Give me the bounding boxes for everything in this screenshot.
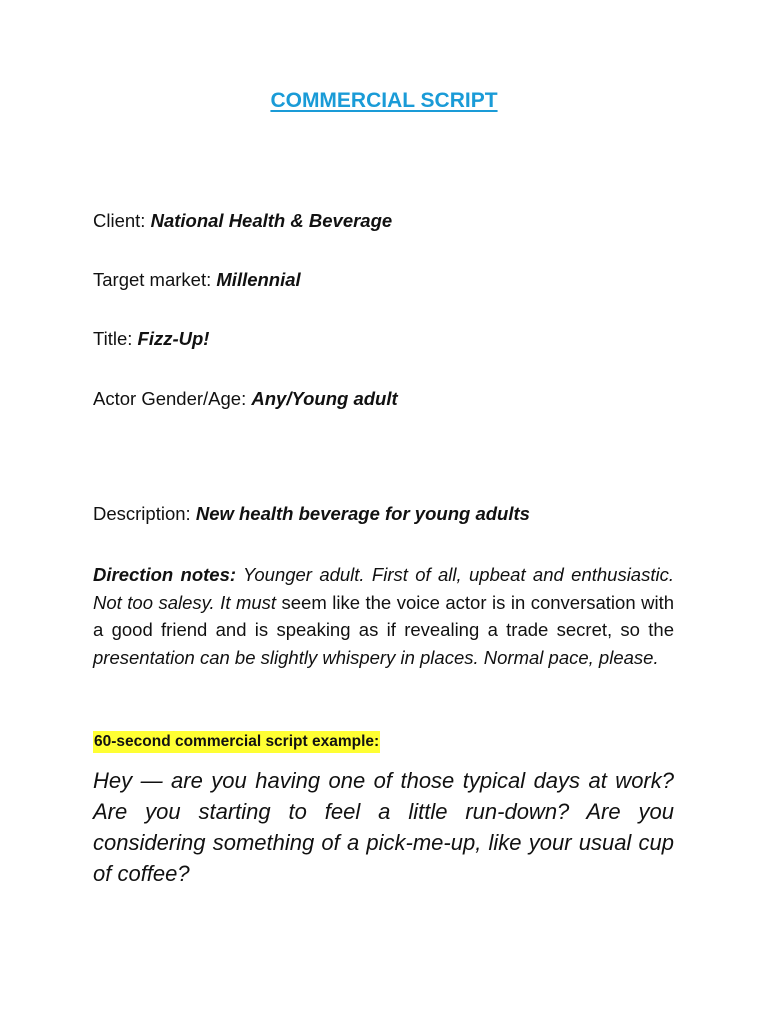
direction-notes	[93, 561, 674, 671]
page-title	[0, 88, 768, 114]
description-value: New health beverage for young adults	[195, 503, 530, 524]
actor-value: Any/Young adult	[251, 388, 398, 409]
title-label: Title:	[93, 328, 138, 349]
target-market-label: Target market:	[93, 269, 217, 290]
direction-notes-part3: presentation can be slightly whispery in places. Normal pace, please.	[93, 646, 659, 668]
client-field	[93, 209, 693, 233]
script-text: Hey — are you having one of those typical days at work? Are you starting to feel a little run-down? Are you considering something of a pick-me-up, like your usual cup of coffee?	[93, 768, 674, 886]
client-value: National Health & Beverage	[150, 210, 393, 231]
description-label: Description:	[93, 503, 196, 524]
script-example-heading: 60-second commercial script example:	[93, 731, 380, 753]
target-market-value: Millennial	[216, 269, 301, 290]
actor-field	[93, 387, 693, 411]
description-field	[93, 502, 693, 526]
title-field	[93, 327, 693, 351]
direction-notes-part2: seem like the voice actor is in conversation with a good friend and is speaking as if revealing a trade secret, so the	[93, 591, 674, 640]
title-value: Fizz-Up!	[137, 328, 210, 349]
page-title-text: COMMERCIAL SCRIPT	[270, 89, 498, 112]
target-market-field	[93, 268, 693, 292]
client-label: Client:	[93, 210, 151, 231]
direction-notes-part1: Younger adult. First of all, upbeat and enthusiastic. Not too salesy. It must	[93, 564, 674, 613]
direction-notes-label: Direction notes:	[93, 564, 237, 585]
actor-label: Actor Gender/Age:	[93, 388, 252, 409]
